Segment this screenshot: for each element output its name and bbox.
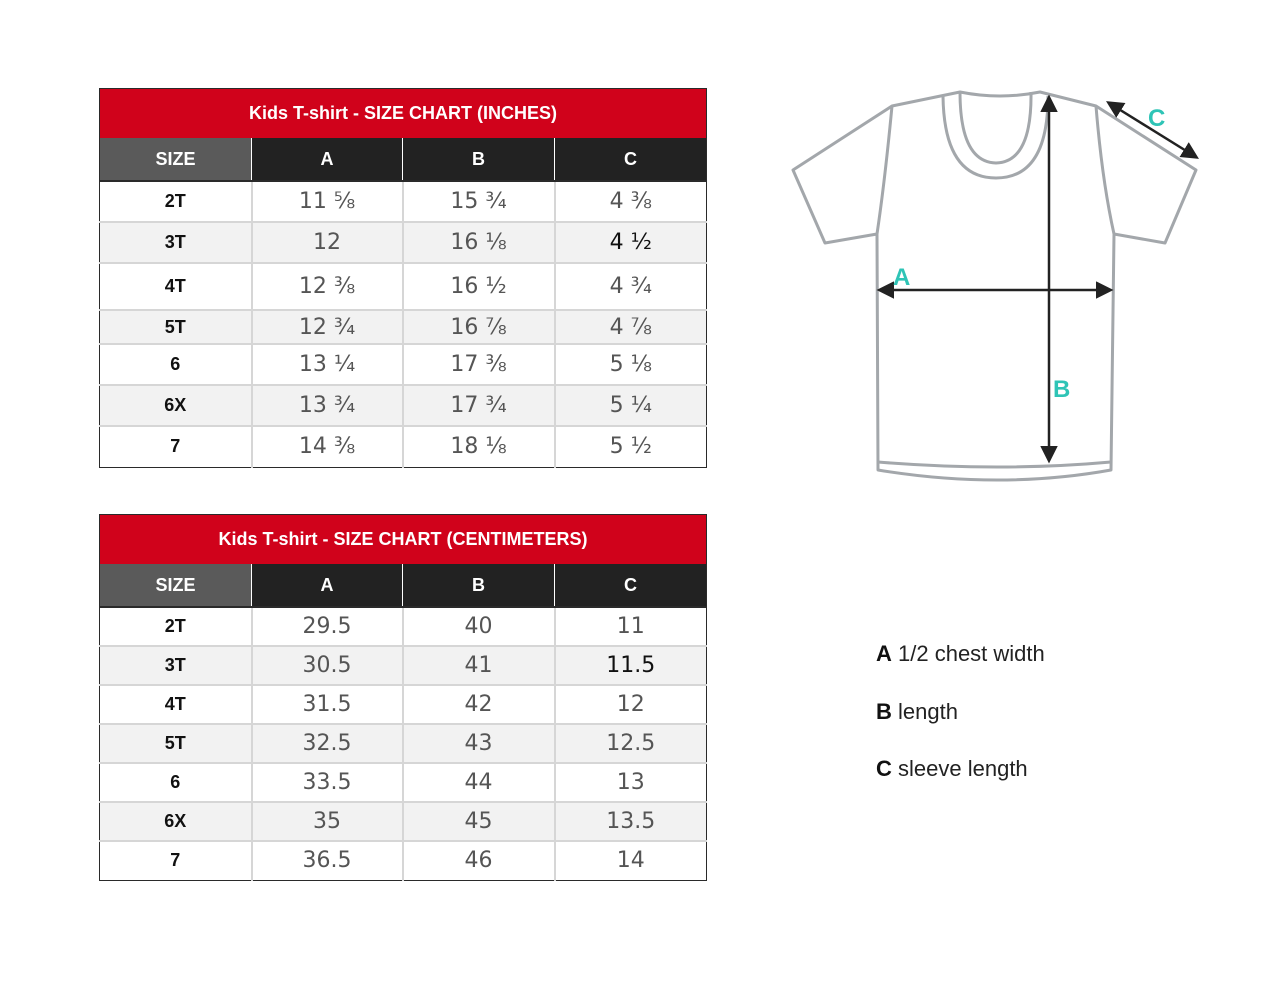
size-cell: 3T	[100, 646, 252, 685]
value-cell: 4 ¾	[555, 263, 707, 310]
legend-item-b	[876, 699, 958, 725]
value-cell: 33.5	[252, 763, 403, 802]
table-row	[100, 385, 707, 426]
table-row	[100, 802, 707, 841]
value-cell: 18 ⅛	[403, 426, 555, 467]
tshirt-diagram	[780, 80, 1210, 500]
table-row	[100, 607, 707, 646]
value-cell: 12	[252, 222, 403, 263]
value-cell: 12.5	[555, 724, 707, 763]
value-cell: 12 ¾	[252, 310, 403, 344]
label-b: B	[1053, 376, 1071, 403]
value-cell: 16 ⅛	[403, 222, 555, 263]
size-cell: 5T	[100, 310, 252, 344]
table-row	[100, 426, 707, 467]
value-cell: 13	[555, 763, 707, 802]
size-cell: 7	[100, 426, 252, 467]
table-row	[100, 646, 707, 685]
value-cell: 12 ⅜	[252, 263, 403, 310]
column-header-b: B	[403, 138, 555, 181]
column-header-c: C	[555, 564, 707, 607]
value-cell: 4 ½	[555, 222, 707, 263]
value-cell: 11.5	[555, 646, 707, 685]
value-cell: 4 ⅞	[555, 310, 707, 344]
value-cell: 5 ½	[555, 426, 707, 467]
legend-key: A	[876, 641, 892, 666]
size-cell: 3T	[100, 222, 252, 263]
size-chart-centimeters	[99, 514, 707, 881]
table-row	[100, 344, 707, 385]
legend-text: length	[898, 699, 958, 724]
value-cell: 5 ¼	[555, 385, 707, 426]
label-c: C	[1148, 105, 1166, 132]
value-cell: 44	[403, 763, 555, 802]
value-cell: 16 ⅞	[403, 310, 555, 344]
legend-item-c	[876, 756, 1028, 782]
size-cell: 4T	[100, 263, 252, 310]
value-cell: 14	[555, 841, 707, 880]
value-cell: 15 ¾	[403, 181, 555, 222]
column-header-size: SIZE	[100, 138, 252, 181]
column-header-c: C	[555, 138, 707, 181]
value-cell: 41	[403, 646, 555, 685]
column-header-b: B	[403, 564, 555, 607]
value-cell: 17 ⅜	[403, 344, 555, 385]
value-cell: 12	[555, 685, 707, 724]
size-cell: 4T	[100, 685, 252, 724]
value-cell: 13.5	[555, 802, 707, 841]
size-cell: 6	[100, 344, 252, 385]
value-cell: 16 ½	[403, 263, 555, 310]
column-header-size: SIZE	[100, 564, 252, 607]
value-cell: 13 ¼	[252, 344, 403, 385]
size-cell: 7	[100, 841, 252, 880]
value-cell: 35	[252, 802, 403, 841]
size-chart-inches	[99, 88, 707, 468]
value-cell: 36.5	[252, 841, 403, 880]
size-cell: 2T	[100, 607, 252, 646]
value-cell: 45	[403, 802, 555, 841]
size-cell: 6X	[100, 385, 252, 426]
value-cell: 11 ⅝	[252, 181, 403, 222]
value-cell: 14 ⅜	[252, 426, 403, 467]
value-cell: 29.5	[252, 607, 403, 646]
table-row	[100, 685, 707, 724]
value-cell: 31.5	[252, 685, 403, 724]
value-cell: 17 ¾	[403, 385, 555, 426]
table-row	[100, 222, 707, 263]
legend-text: sleeve length	[898, 756, 1028, 781]
table-row	[100, 724, 707, 763]
table-row	[100, 181, 707, 222]
size-cell: 6	[100, 763, 252, 802]
value-cell: 32.5	[252, 724, 403, 763]
value-cell: 40	[403, 607, 555, 646]
legend-item-a	[876, 641, 1045, 667]
value-cell: 4 ⅜	[555, 181, 707, 222]
legend-text: 1/2 chest width	[898, 641, 1045, 666]
size-cell: 5T	[100, 724, 252, 763]
legend-key: B	[876, 699, 892, 724]
table-title: Kids T-shirt - SIZE CHART (INCHES)	[100, 89, 707, 139]
column-header-a: A	[252, 138, 403, 181]
table-row	[100, 263, 707, 310]
table-row	[100, 310, 707, 344]
tshirt-outline	[793, 92, 1196, 480]
legend-key: C	[876, 756, 892, 781]
value-cell: 43	[403, 724, 555, 763]
value-cell: 13 ¾	[252, 385, 403, 426]
size-cell: 6X	[100, 802, 252, 841]
column-header-a: A	[252, 564, 403, 607]
label-a: A	[893, 264, 911, 291]
table-row	[100, 841, 707, 880]
value-cell: 46	[403, 841, 555, 880]
value-cell: 30.5	[252, 646, 403, 685]
table-row	[100, 763, 707, 802]
table-title: Kids T-shirt - SIZE CHART (CENTIMETERS)	[100, 515, 707, 565]
value-cell: 11	[555, 607, 707, 646]
value-cell: 5 ⅛	[555, 344, 707, 385]
value-cell: 42	[403, 685, 555, 724]
size-cell: 2T	[100, 181, 252, 222]
